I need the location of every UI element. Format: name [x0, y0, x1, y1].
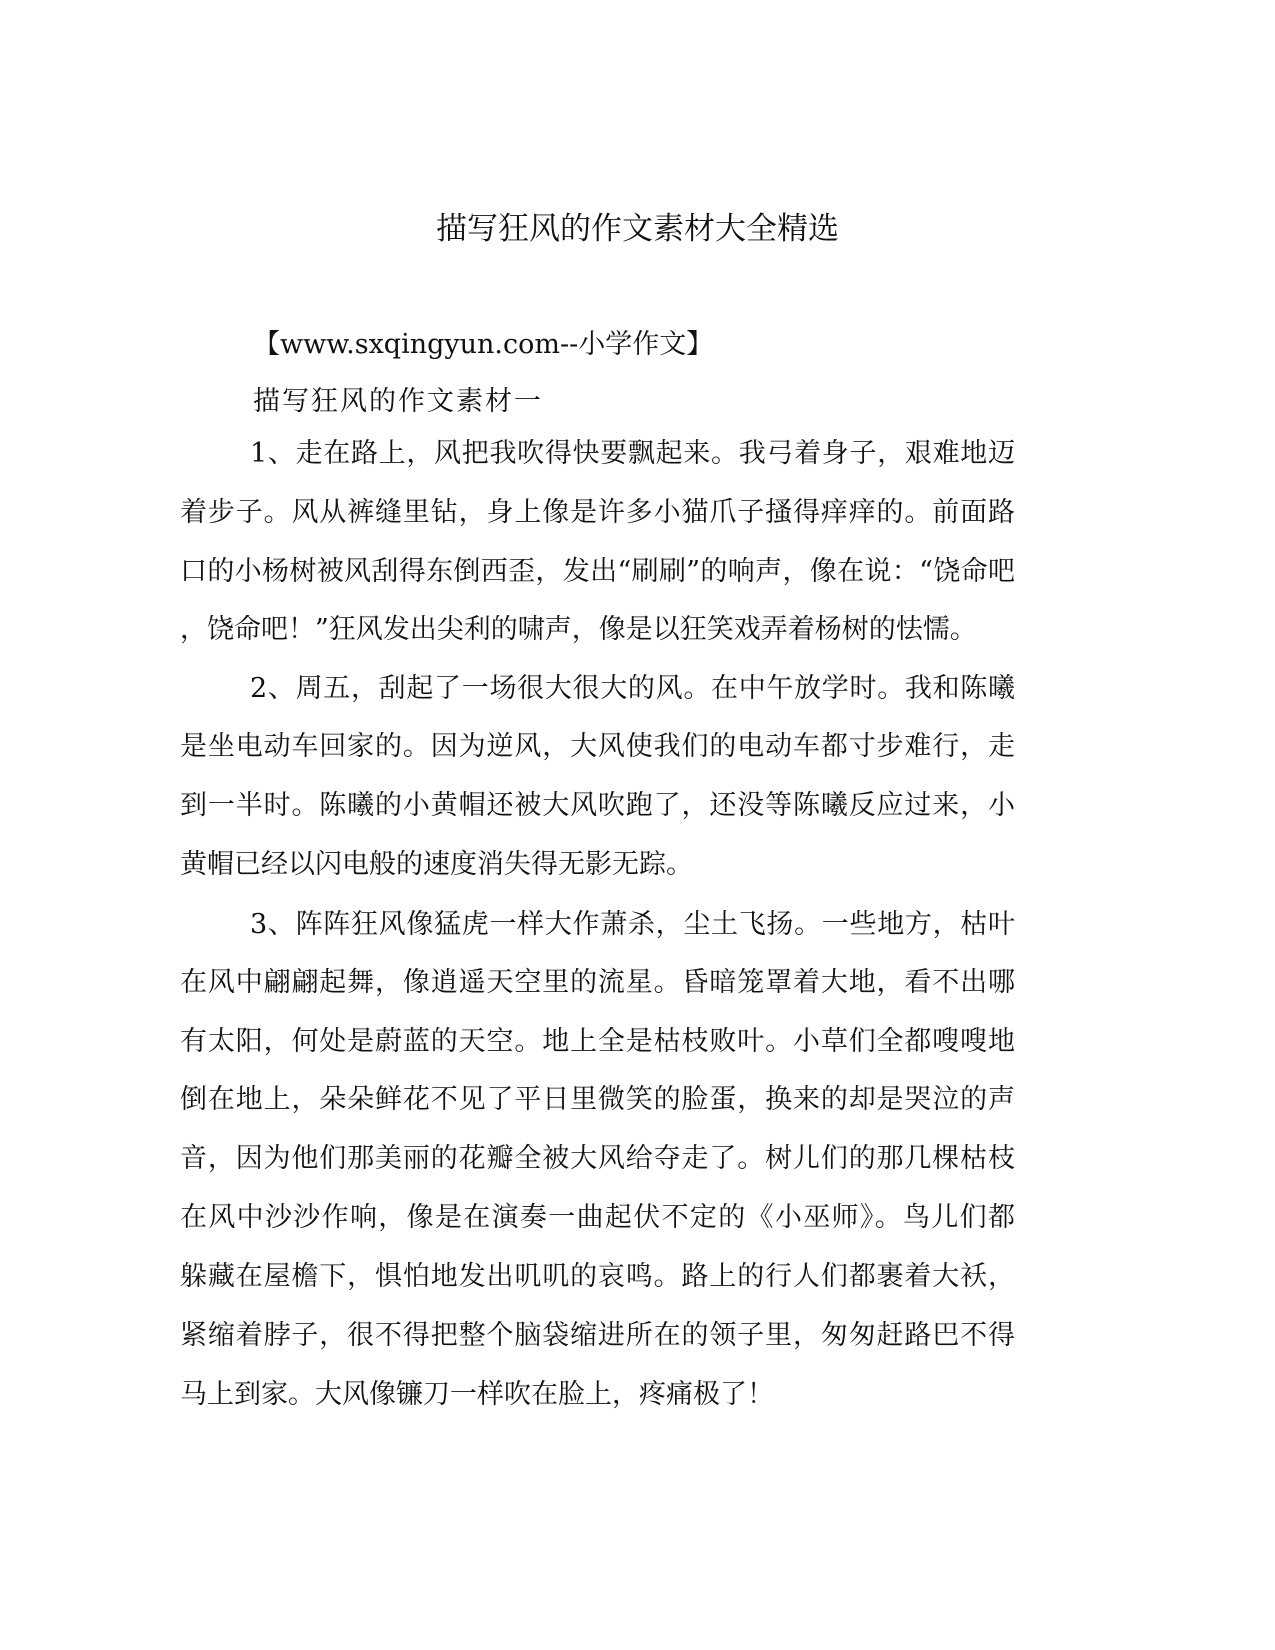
body-line: 是坐电动车回家的。因为逆风，大风使我们的电动车都寸步难行，走: [180, 731, 1015, 762]
body-line: 音，因为他们那美丽的花瓣全被大风给夺走了。树儿们的那几棵枯枝: [180, 1143, 1015, 1174]
body-line: 倒在地上，朵朵鲜花不见了平日里微笑的脸蛋，换来的却是哭泣的声: [180, 1084, 1015, 1115]
source-line: 【www.sxqingyun.com--小学作文】: [253, 329, 714, 360]
body-line: 在风中翩翩起舞，像逍遥天空里的流星。昏暗笼罩着大地，看不出哪: [180, 967, 1015, 998]
body-line: 3、阵阵狂风像猛虎一样大作萧杀，尘土飞扬。一些地方，枯叶: [250, 909, 1015, 940]
body-line: 着步子。风从裤缝里钻，身上像是许多小猫爪子搔得痒痒的。前面路: [180, 497, 1015, 528]
body-line: 有太阳，何处是蔚蓝的天空。地上全是枯枝败叶。小草们全都嗖嗖地: [180, 1026, 1015, 1057]
document-title: 描写狂风的作文素材大全精选: [436, 211, 839, 247]
body-line: 紧缩着脖子，很不得把整个脑袋缩进所在的领子里，匆匆赶路巴不得: [180, 1320, 1015, 1351]
body-line: 到一半时。陈曦的小黄帽还被大风吹跑了，还没等陈曦反应过来，小: [180, 790, 1015, 821]
section-heading: 描写狂风的作文素材一: [253, 386, 543, 417]
body-line: 躲藏在屋檐下，惧怕地发出叽叽的哀鸣。路上的行人们都裹着大袄，: [180, 1261, 1015, 1292]
body-line: 在风中沙沙作响，像是在演奏一曲起伏不定的《小巫师》。鸟儿们都: [180, 1202, 1015, 1233]
body-line: 2、周五，刮起了一场很大很大的风。在中午放学时。我和陈曦: [250, 673, 1015, 704]
body-line: 口的小杨树被风刮得东倒西歪，发出“刷刷”的响声，像在说：“饶命吧: [180, 556, 1015, 587]
body-line: ，饶命吧！”狂风发出尖利的啸声，像是以狂笑戏弄着杨树的怯懦。: [180, 614, 977, 645]
body-line: 黄帽已经以闪电般的速度消失得无影无踪。: [180, 849, 693, 880]
body-line: 1、走在路上，风把我吹得快要飘起来。我弓着身子，艰难地迈: [250, 438, 1015, 469]
body-line: 马上到家。大风像镰刀一样吹在脸上，疼痛极了！: [180, 1379, 774, 1410]
